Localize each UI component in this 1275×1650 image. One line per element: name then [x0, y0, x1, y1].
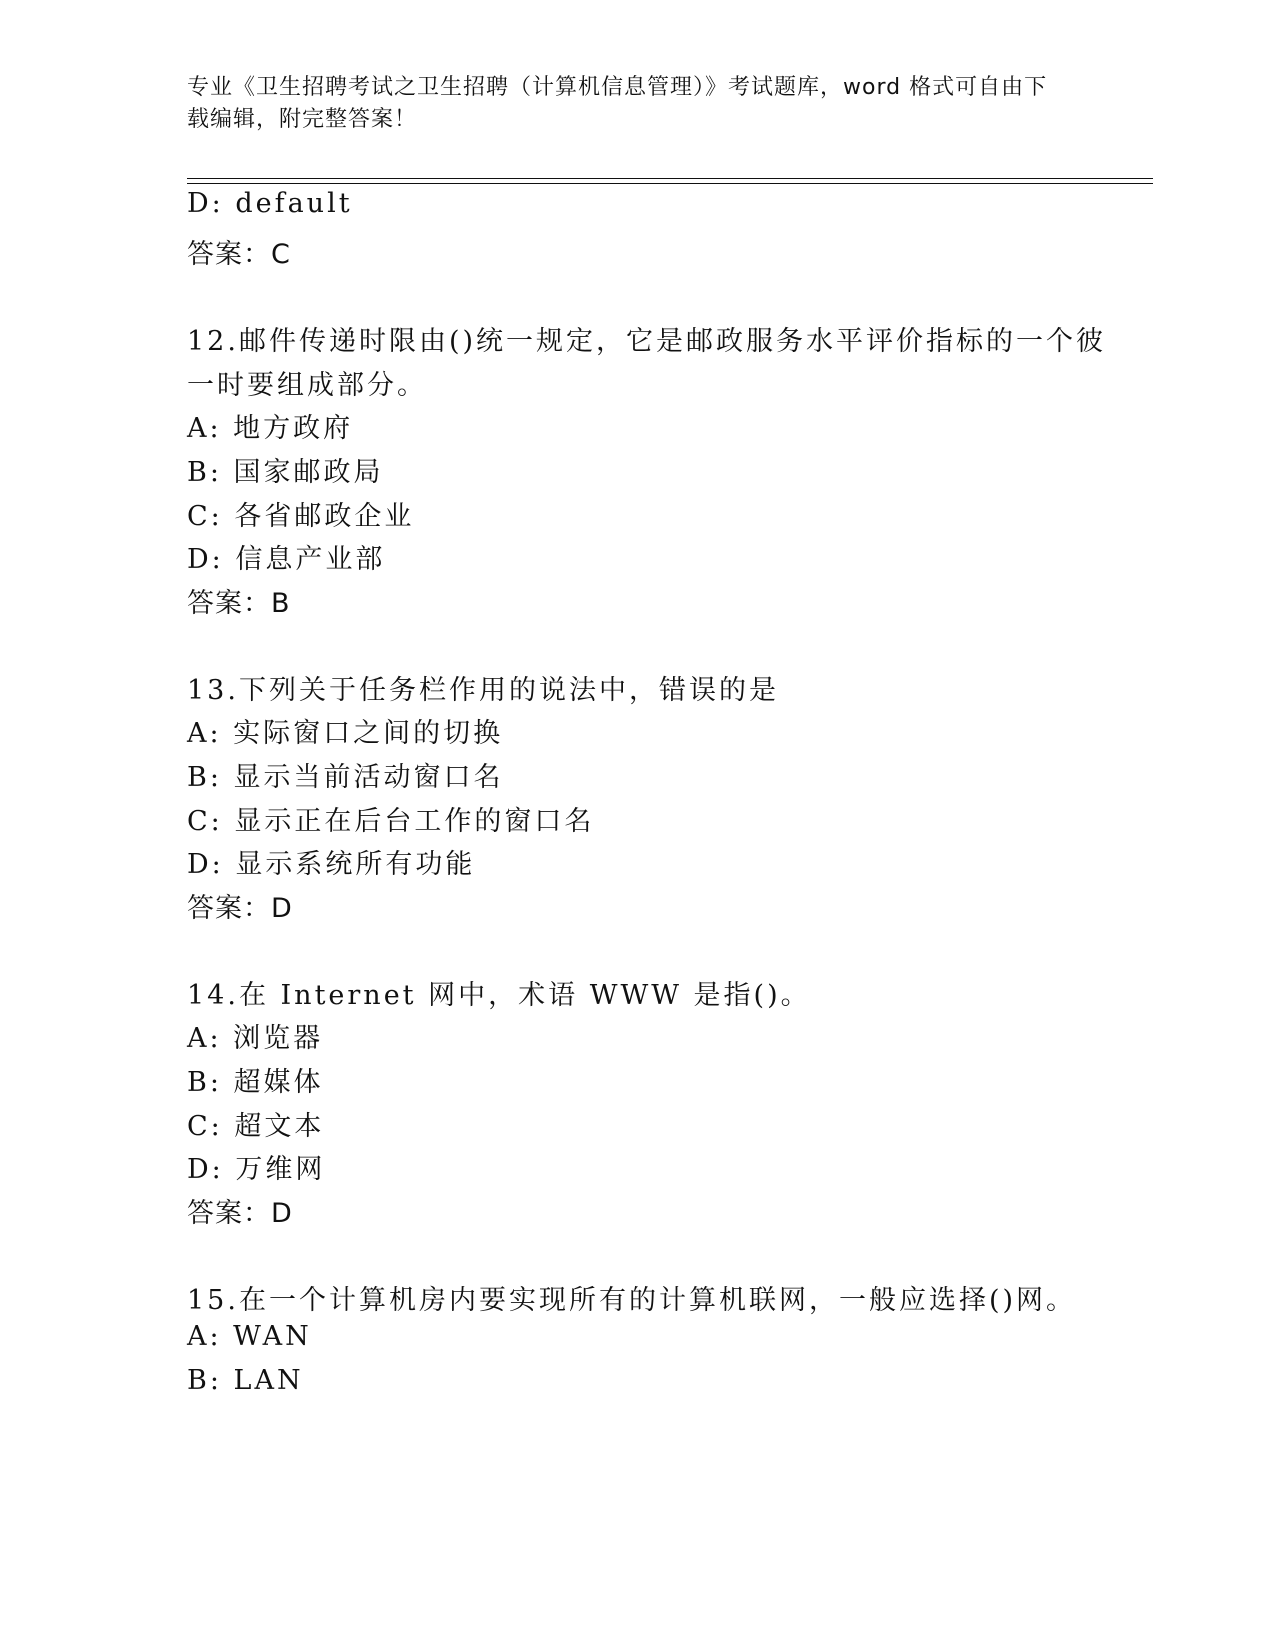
- q11-option-d: D: default: [187, 188, 353, 219]
- q12-option-b: B: 国家邮政局: [187, 457, 384, 488]
- q12-option-a: A: 地方政府: [187, 413, 354, 444]
- q15-option-a: A: WAN: [187, 1321, 312, 1352]
- q13-option-d: D: 显示系统所有功能: [187, 849, 476, 880]
- q14-option-d: D: 万维网: [187, 1154, 326, 1185]
- q14-stem: 14.在 Internet 网中，术语 WWW 是指()。: [187, 980, 811, 1011]
- q14-option-b: B: 超媒体: [187, 1067, 324, 1098]
- q12-option-c: C: 各省邮政企业: [187, 501, 415, 532]
- q11-answer: 答案：C: [187, 239, 291, 270]
- q13-option-a: A: 实际窗口之间的切换: [187, 718, 504, 749]
- q14-option-c: C: 超文本: [187, 1111, 325, 1142]
- q13-stem: 13.下列关于任务栏作用的说法中，错误的是: [187, 675, 779, 706]
- q12-answer: 答案：B: [187, 588, 291, 619]
- header-divider-bottom: [187, 183, 1153, 184]
- q13-answer: 答案：D: [187, 893, 293, 924]
- q12-stem-line2: 一时要组成部分。: [187, 370, 427, 401]
- q13-option-c: C: 显示正在后台工作的窗口名: [187, 806, 595, 837]
- q12-option-d: D: 信息产业部: [187, 544, 386, 575]
- q13-option-b: B: 显示当前活动窗口名: [187, 762, 504, 793]
- q14-answer: 答案：D: [187, 1198, 293, 1229]
- q15-option-b: B: LAN: [187, 1365, 304, 1396]
- q14-option-a: A: 浏览器: [187, 1023, 324, 1054]
- document-header: 专业《卫生招聘考试之卫生招聘（计算机信息管理）》考试题库，word 格式可自由下载编辑，附完整答案！: [187, 75, 1048, 132]
- q15-stem: 15.在一个计算机房内要实现所有的计算机联网，一般应选择()网。: [187, 1285, 1077, 1316]
- header-divider-top: [187, 178, 1153, 179]
- q12-stem-line1: 12.邮件传递时限由()统一规定，它是邮政服务水平评价指标的一个彼: [187, 326, 1107, 357]
